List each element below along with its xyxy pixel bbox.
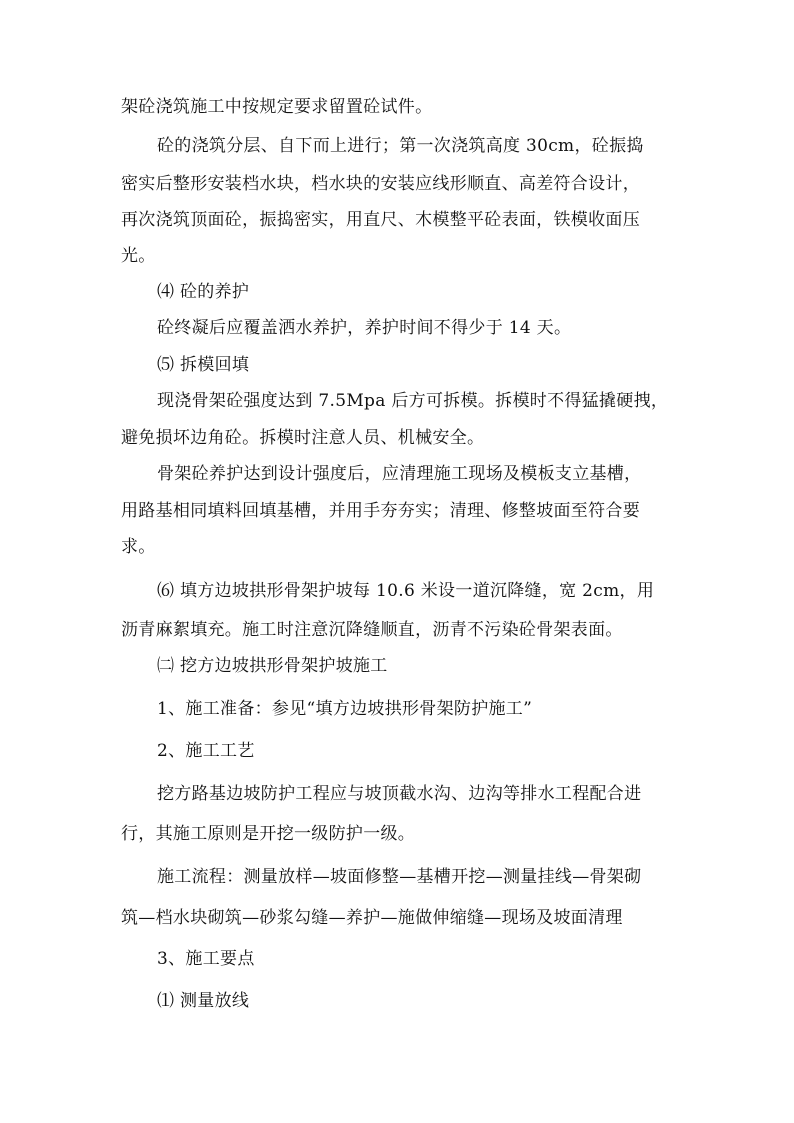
section-heading: 2、施工工艺 <box>157 741 255 761</box>
section-heading: ⑷ 砼的养护 <box>157 282 250 302</box>
text-line: 光。 <box>121 246 156 266</box>
section-heading: 1、施工准备：参见“填方边坡拱形骨架防护施工” <box>157 699 533 719</box>
text-line: 行，其施工原则是开挖一级防护一级。 <box>121 824 416 844</box>
section-heading: ⑴ 测量放线 <box>157 991 250 1011</box>
text-line: 施工流程：测量放样—坡面修整—基槽开挖—测量挂线—骨架砌 <box>157 867 642 887</box>
text-line: 求。 <box>121 537 156 557</box>
text-line: 筑—档水块砌筑—砂浆勾缝—养护—施做伸缩缝—现场及坡面清理 <box>121 908 623 928</box>
section-heading: 3、施工要点 <box>157 949 255 969</box>
text-line: 密实后整形安装档水块，档水块的安装应线形顺直、高差符合设计， <box>121 174 640 194</box>
section-heading: ⑸ 拆模回填 <box>157 355 250 375</box>
text-line: 骨架砼养护达到设计强度后，应清理施工现场及模板支立基槽， <box>157 464 642 484</box>
text-line: 再次浇筑顶面砼，振捣密实，用直尺、木模整平砼表面，铁模收面压 <box>121 210 640 230</box>
text-line: 架砼浇筑施工中按规定要求留置砼试件。 <box>121 97 433 117</box>
text-line: 用路基相同填料回填基槽，并用手夯夯实；清理、修整坡面至符合要 <box>121 501 640 521</box>
text-line: 现浇骨架砼强度达到 7.5Mpa 后方可拆模。拆模时不得猛撬硬拽， <box>157 391 669 411</box>
section-heading: ㈡ 挖方边坡拱形骨架护坡施工 <box>157 656 388 676</box>
text-line: 避免损坏边角砼。拆模时注意人员、机械安全。 <box>121 428 485 448</box>
text-line: 沥青麻絮填充。施工时注意沉降缝顺直，沥青不污染砼骨架表面。 <box>121 620 623 640</box>
text-line: 挖方路基边坡防护工程应与坡顶截水沟、边沟等排水工程配合进 <box>157 784 642 804</box>
text-line: ⑹ 填方边坡拱形骨架护坡每 10.6 米设一道沉降缝，宽 2cm，用 <box>157 581 655 601</box>
text-line: 砼的浇筑分层、自下而上进行；第一次浇筑高度 30cm，砼振捣 <box>157 136 644 156</box>
text-line: 砼终凝后应覆盖洒水养护，养护时间不得少于 14 天。 <box>157 318 572 338</box>
